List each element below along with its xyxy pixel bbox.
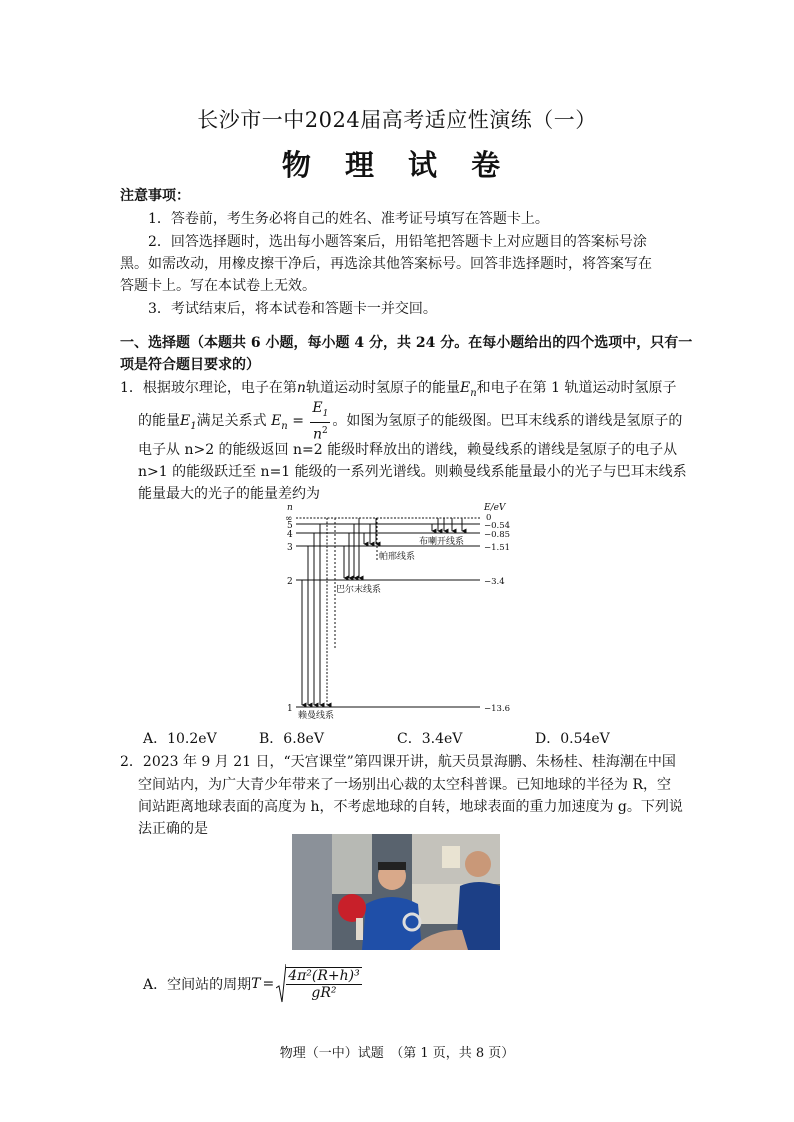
level-n-label: 5 xyxy=(287,521,293,531)
notice-item-1: 1．答卷前，考生务必将自己的姓名、准考证号填写在答题卡上。 xyxy=(148,211,549,227)
q2-option-a[interactable]: A．空间站的周期 T = $\frac{\text{4π²(R+h)³}}{\text{gR²}}$ xyxy=(143,964,364,1004)
q2-line-3: 间站距离地球表面的高度为 h，不考虑地球的自转，地球表面的重力加速度为 g。下列说 xyxy=(138,799,683,815)
exam-subject-title: 物 理 试 卷 xyxy=(281,148,513,182)
energy-formula: $E_n$ = $\frac{E_1}{n^2}$ xyxy=(271,400,329,443)
section-1-heading-line-2: 项是符合题目要求的） xyxy=(120,357,260,373)
q2-line-1: 2．2023 年 9 月 21 日，“天宫课堂”第四课开讲，航天员景海鹏、朱杨桂、桂海潮在中国 xyxy=(120,754,676,770)
notice-item-2-line-1: 2．回答选择题时，选出每小题答案后，用铅笔把答题卡上对应题目的答案标号涂 xyxy=(148,234,647,250)
balmer-series-arrows xyxy=(344,518,359,578)
level-n-label: 1 xyxy=(287,704,293,714)
level-n-label: ∞ xyxy=(285,514,293,524)
lyman-series-label: 赖曼线系 xyxy=(298,711,335,721)
n-axis-label: n xyxy=(287,503,293,513)
brackett-series-label: 布喇开线系 xyxy=(419,537,465,547)
photo-illustration xyxy=(292,834,500,950)
q2-line-2: 空间站内，为广大青少年带来了一场别出心裁的太空科普课。已知地球的半径为 R，空 xyxy=(138,777,671,793)
paschen-series-label: 帕邢线系 xyxy=(379,552,416,562)
level-n-label: 2 xyxy=(287,577,293,587)
q2-line-4: 法正确的是 xyxy=(138,821,208,837)
notice-heading: 注意事项： xyxy=(120,188,190,204)
q1-line-3: 电子从 n>2 的能级返回 n=2 能级时释放出的谱线，赖曼线系的谱线是氢原子的电子从 xyxy=(138,442,678,458)
energy-axis-label: E/eV xyxy=(484,503,506,513)
q1-option-b[interactable]: B．6.8eV xyxy=(259,731,324,747)
q1-option-d[interactable]: D．0.54eV xyxy=(535,731,610,747)
q1-option-c[interactable]: C．3.4eV xyxy=(397,731,463,747)
q1-line-2: 的能量$E_1$满足关系式 $E_n$ = $\frac{E_1}{n^2}$ 。如图为氢原子的能级图。巴耳末线系的谱线是氢原子的 xyxy=(138,400,683,443)
q1-line-1: 1．根据玻尔理论，电子在第n轨道运动时氢原子的能量$E_n$和电子在第 1 轨道运动时氢原子 xyxy=(120,380,677,399)
page-footer: 物理（一中）试题 （第 1 页，共 8 页） xyxy=(279,1046,515,1061)
level-energy-label: −13.6 xyxy=(484,704,511,714)
level-n-label: 4 xyxy=(287,530,293,540)
section-1-heading-line-1: 一、选择题（本题共 6 小题，每小题 4 分，共 24 分。在每小题给出的四个选项中，只有一 xyxy=(120,335,693,351)
astronauts-space-station-photo xyxy=(292,834,500,950)
q1-line-4: n>1 的能级跃迁至 n=1 能级的一系列光谱线。则赖曼线系能量最小的光子与巴耳末线系 xyxy=(138,464,687,480)
level-n-label: 3 xyxy=(287,543,293,553)
level-energy-label: −1.51 xyxy=(484,543,511,553)
q1-option-a[interactable]: A．10.2eV xyxy=(143,731,217,747)
notice-item-3: 3．考试结束后，将本试卷和答题卡一并交回。 xyxy=(148,301,437,317)
notice-item-2-line-2: 黑。如需改动，用橡皮擦干净后，再选涂其他答案标号。回答非选择题时，将答案写在 xyxy=(120,256,652,272)
hydrogen-energy-level-diagram xyxy=(280,500,530,722)
level-energy-label: −3.4 xyxy=(484,577,505,587)
energy-fraction: $\frac{E_1}{n^2}$ xyxy=(312,400,329,443)
exam-title: 长沙市一中2024届高考适应性演练（一） xyxy=(197,108,597,132)
balmer-series-label: 巴尔末线系 xyxy=(336,585,382,595)
q1-line-5: 能量最大的光子的能量差约为 xyxy=(138,486,320,502)
paschen-series-arrows xyxy=(364,518,376,544)
level-energy-label: 0 xyxy=(486,513,492,523)
sqrt-sign-icon xyxy=(276,964,286,1004)
level-energy-label: −0.85 xyxy=(484,530,511,540)
sqrt-formula: $\frac{\text{4π²(R+h)³}}{\text{gR²}}$ xyxy=(276,964,364,1004)
level-energy-label: −0.54 xyxy=(484,521,511,531)
notice-item-2-line-3: 答题卡上。写在本试卷上无效。 xyxy=(120,278,316,294)
